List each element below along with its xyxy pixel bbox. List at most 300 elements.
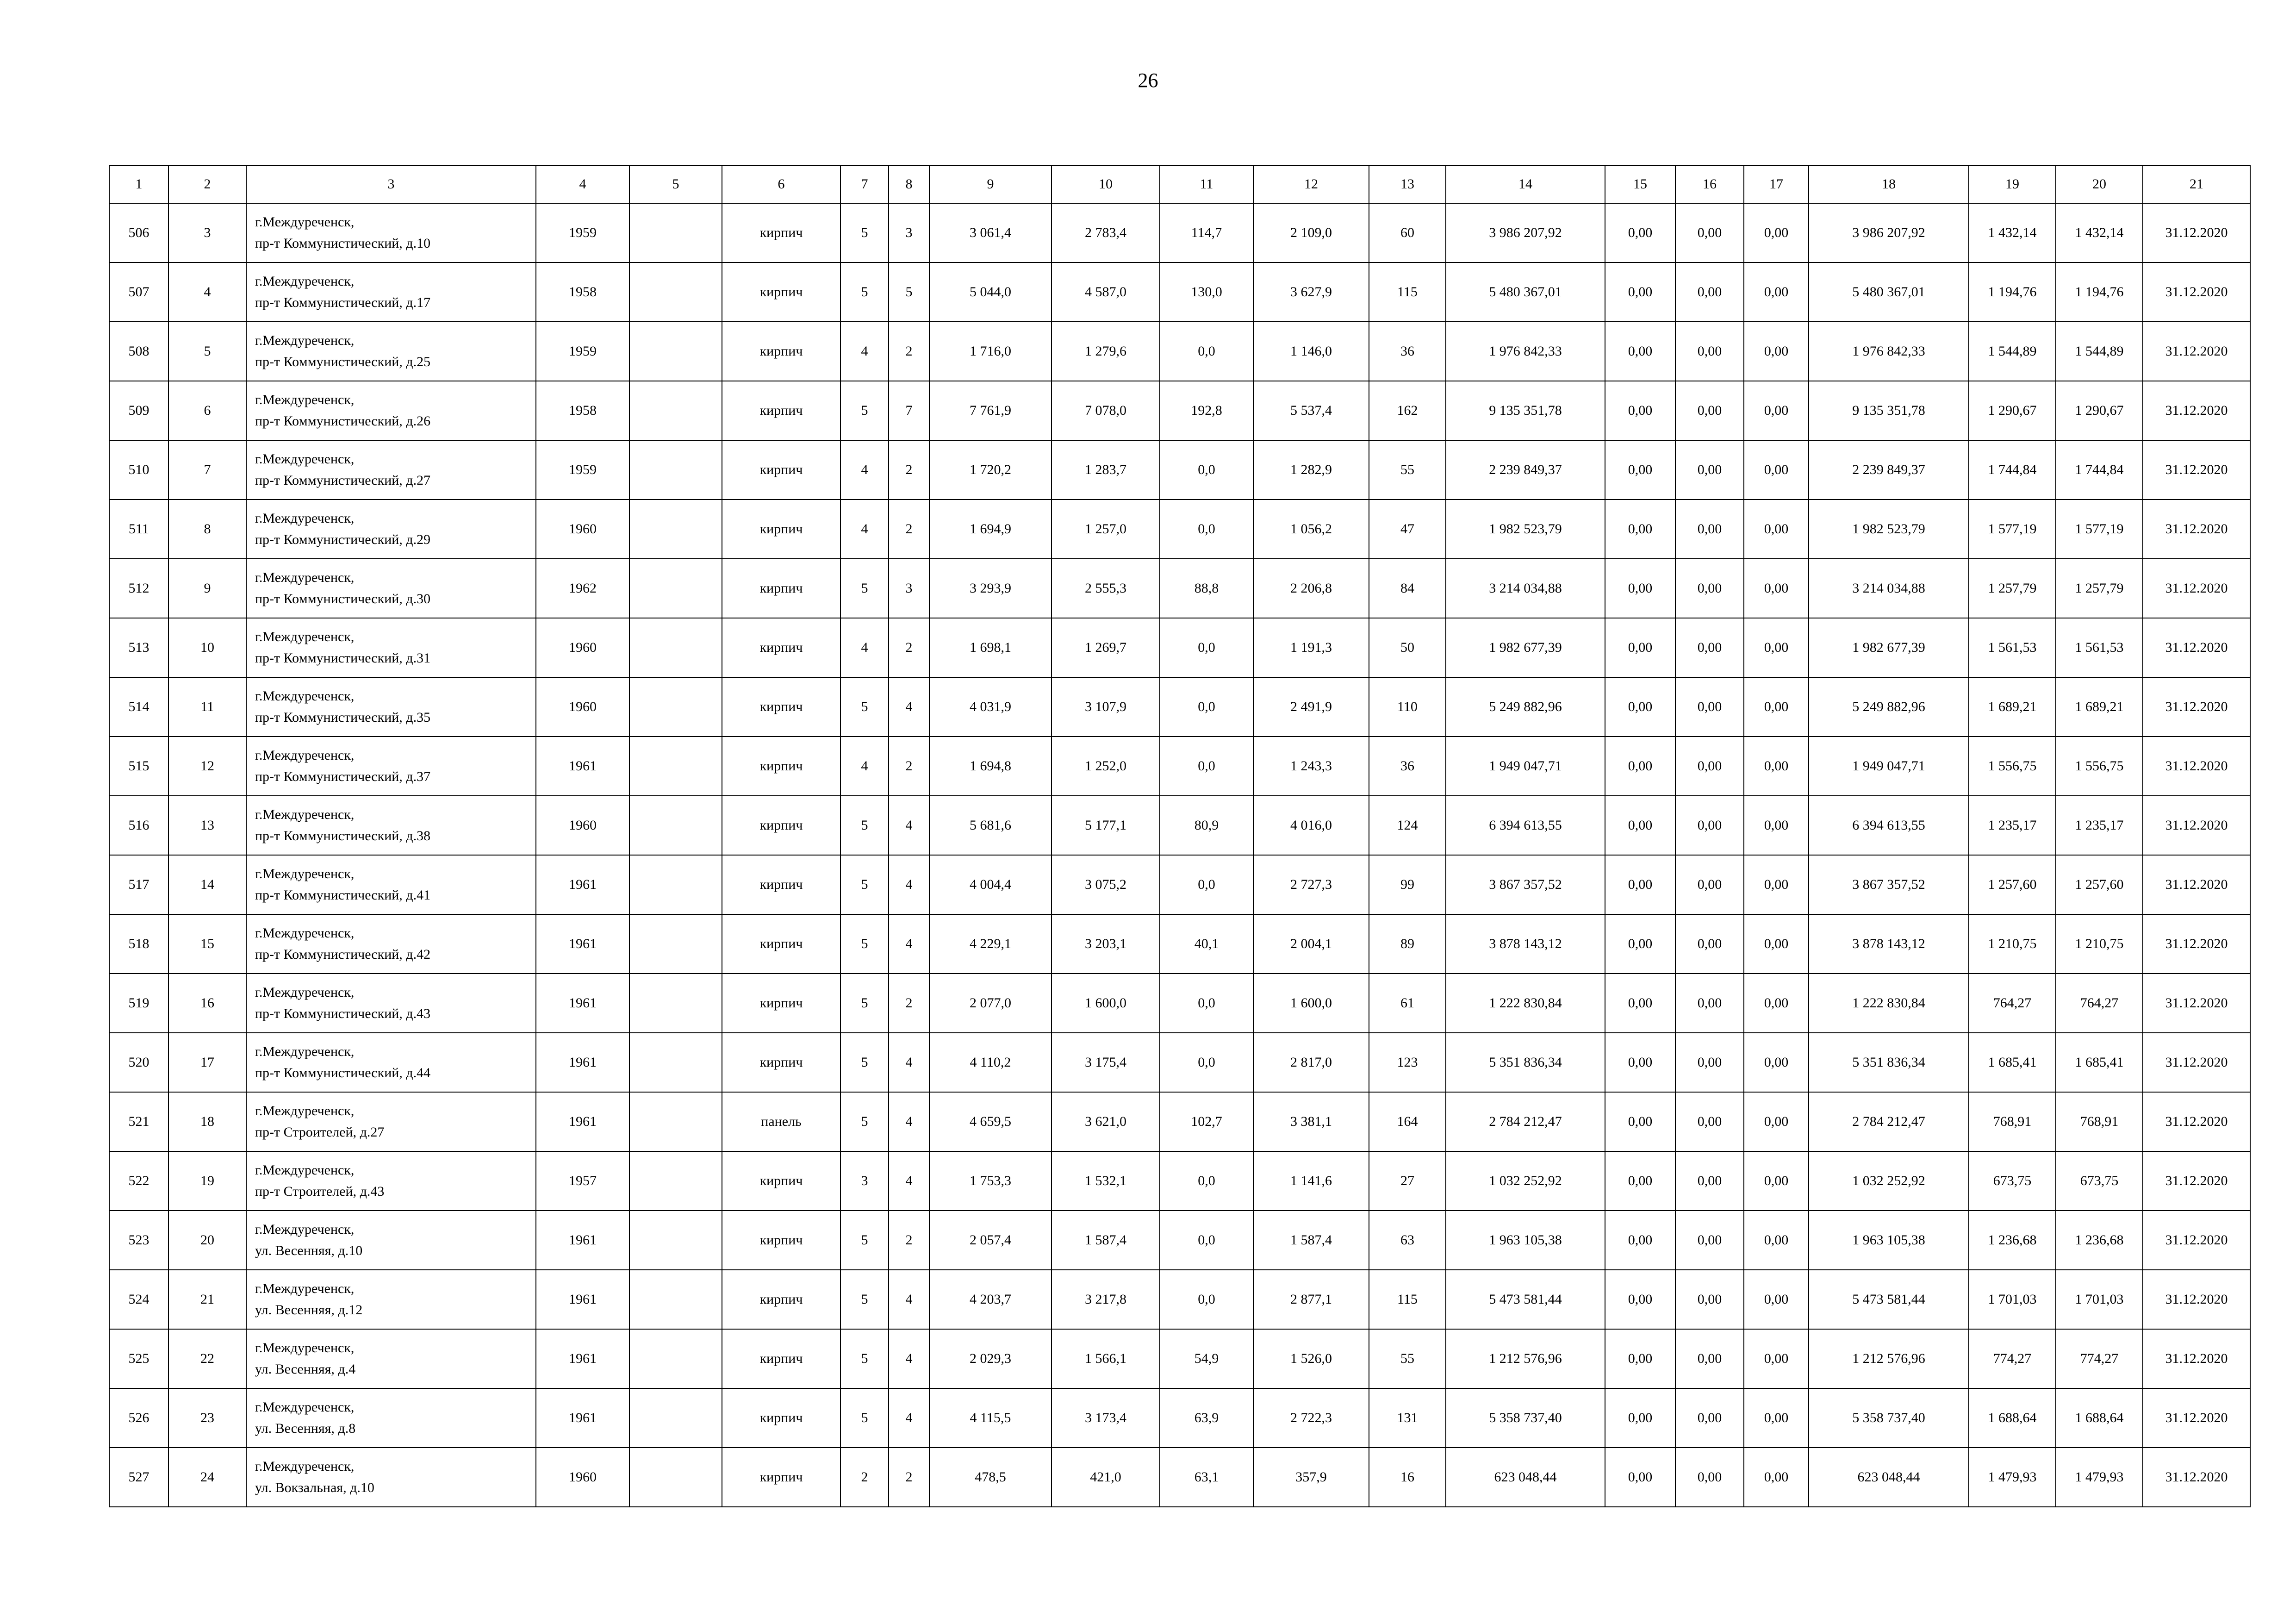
cell-col-1: 509 xyxy=(109,381,168,440)
cell-col-20: 1 685,41 xyxy=(2056,1033,2143,1092)
cell-col-15: 0,00 xyxy=(1605,855,1675,914)
cell-col-2: 17 xyxy=(168,1033,246,1092)
cell-col-12: 357,9 xyxy=(1253,1448,1369,1507)
cell-col-19: 1 290,67 xyxy=(1969,381,2056,440)
cell-col-1: 514 xyxy=(109,677,168,737)
column-header-21: 21 xyxy=(2143,165,2250,203)
cell-col-5 xyxy=(629,262,722,322)
cell-col-2: 6 xyxy=(168,381,246,440)
cell-address xyxy=(246,1388,536,1448)
cell-col-20: 1 257,79 xyxy=(2056,559,2143,618)
cell-col-7: 5 xyxy=(840,381,889,440)
cell-col-5 xyxy=(629,1211,722,1270)
cell-col-2: 23 xyxy=(168,1388,246,1448)
cell-col-14: 3 214 034,88 xyxy=(1446,559,1605,618)
cell-col-7: 5 xyxy=(840,796,889,855)
cell-col-19: 1 235,17 xyxy=(1969,796,2056,855)
cell-col-18: 9 135 351,78 xyxy=(1809,381,1969,440)
address-street: пр-т Коммунистический, д.43 xyxy=(255,1006,431,1021)
cell-col-7: 5 xyxy=(840,1092,889,1151)
cell-col-6: кирпич xyxy=(722,1329,840,1388)
cell-col-18: 2 784 212,47 xyxy=(1809,1092,1969,1151)
address-street: пр-т Коммунистический, д.30 xyxy=(255,591,431,606)
cell-col-18: 1 222 830,84 xyxy=(1809,974,1969,1033)
address-city: г.Междуреченск, xyxy=(255,1340,355,1355)
cell-col-8: 2 xyxy=(889,1211,929,1270)
cell-col-4: 1961 xyxy=(536,1211,629,1270)
cell-col-9: 2 029,3 xyxy=(929,1329,1052,1388)
cell-col-4: 1958 xyxy=(536,262,629,322)
cell-col-5 xyxy=(629,1092,722,1151)
cell-col-21: 31.12.2020 xyxy=(2143,914,2250,974)
cell-col-10: 3 621,0 xyxy=(1052,1092,1160,1151)
cell-col-18: 1 032 252,92 xyxy=(1809,1151,1969,1211)
column-header-11: 11 xyxy=(1160,165,1253,203)
cell-col-19: 1 685,41 xyxy=(1969,1033,2056,1092)
cell-col-17: 0,00 xyxy=(1744,796,1809,855)
cell-col-16: 0,00 xyxy=(1675,262,1744,322)
cell-col-7: 5 xyxy=(840,1388,889,1448)
cell-col-14: 2 239 849,37 xyxy=(1446,440,1605,500)
address-street: пр-т Коммунистический, д.35 xyxy=(255,710,431,725)
cell-col-8: 4 xyxy=(889,1092,929,1151)
cell-col-21: 31.12.2020 xyxy=(2143,1448,2250,1507)
cell-col-15: 0,00 xyxy=(1605,203,1675,262)
cell-col-19: 1 701,03 xyxy=(1969,1270,2056,1329)
cell-col-20: 1 689,21 xyxy=(2056,677,2143,737)
address-street: пр-т Коммунистический, д.27 xyxy=(255,473,431,488)
cell-col-5 xyxy=(629,1151,722,1211)
cell-col-12: 2 727,3 xyxy=(1253,855,1369,914)
cell-col-2: 14 xyxy=(168,855,246,914)
address-city: г.Междуреченск, xyxy=(255,1459,355,1474)
cell-address xyxy=(246,855,536,914)
cell-col-13: 61 xyxy=(1369,974,1446,1033)
cell-col-5 xyxy=(629,203,722,262)
column-header-3: 3 xyxy=(246,165,536,203)
cell-col-9: 4 004,4 xyxy=(929,855,1052,914)
cell-col-6: кирпич xyxy=(722,796,840,855)
column-header-12: 12 xyxy=(1253,165,1369,203)
table-row xyxy=(109,203,2250,262)
address-street: ул. Весенняя, д.8 xyxy=(255,1421,356,1436)
cell-col-1: 513 xyxy=(109,618,168,677)
address-street: ул. Вокзальная, д.10 xyxy=(255,1480,374,1495)
cell-col-21: 31.12.2020 xyxy=(2143,1329,2250,1388)
cell-col-9: 1 694,8 xyxy=(929,737,1052,796)
cell-address xyxy=(246,1448,536,1507)
table-row xyxy=(109,974,2250,1033)
cell-col-5 xyxy=(629,440,722,500)
cell-col-6: кирпич xyxy=(722,322,840,381)
cell-col-17: 0,00 xyxy=(1744,1211,1809,1270)
cell-col-15: 0,00 xyxy=(1605,1151,1675,1211)
cell-col-8: 4 xyxy=(889,796,929,855)
table-row xyxy=(109,677,2250,737)
cell-col-4: 1961 xyxy=(536,914,629,974)
cell-col-2: 11 xyxy=(168,677,246,737)
cell-col-7: 5 xyxy=(840,855,889,914)
cell-col-15: 0,00 xyxy=(1605,796,1675,855)
cell-col-10: 2 783,4 xyxy=(1052,203,1160,262)
cell-col-7: 5 xyxy=(840,1211,889,1270)
cell-address xyxy=(246,677,536,737)
cell-address xyxy=(246,1270,536,1329)
cell-col-5 xyxy=(629,1388,722,1448)
cell-col-21: 31.12.2020 xyxy=(2143,500,2250,559)
cell-col-19: 1 689,21 xyxy=(1969,677,2056,737)
cell-col-6: кирпич xyxy=(722,203,840,262)
cell-col-21: 31.12.2020 xyxy=(2143,737,2250,796)
cell-col-10: 3 217,8 xyxy=(1052,1270,1160,1329)
cell-col-13: 162 xyxy=(1369,381,1446,440)
cell-col-5 xyxy=(629,1270,722,1329)
cell-col-8: 4 xyxy=(889,1033,929,1092)
cell-col-15: 0,00 xyxy=(1605,914,1675,974)
cell-col-20: 1 479,93 xyxy=(2056,1448,2143,1507)
cell-col-8: 3 xyxy=(889,559,929,618)
cell-col-16: 0,00 xyxy=(1675,1092,1744,1151)
cell-col-10: 3 203,1 xyxy=(1052,914,1160,974)
cell-col-6: кирпич xyxy=(722,974,840,1033)
cell-address xyxy=(246,322,536,381)
cell-col-16: 0,00 xyxy=(1675,559,1744,618)
cell-col-4: 1961 xyxy=(536,1033,629,1092)
cell-col-11: 0,0 xyxy=(1160,1033,1253,1092)
cell-col-7: 4 xyxy=(840,322,889,381)
cell-col-14: 5 351 836,34 xyxy=(1446,1033,1605,1092)
cell-col-2: 13 xyxy=(168,796,246,855)
cell-col-1: 520 xyxy=(109,1033,168,1092)
cell-col-7: 4 xyxy=(840,737,889,796)
cell-col-6: кирпич xyxy=(722,677,840,737)
cell-col-16: 0,00 xyxy=(1675,1033,1744,1092)
cell-col-11: 0,0 xyxy=(1160,322,1253,381)
cell-col-15: 0,00 xyxy=(1605,440,1675,500)
cell-col-2: 24 xyxy=(168,1448,246,1507)
table-row xyxy=(109,440,2250,500)
cell-col-16: 0,00 xyxy=(1675,737,1744,796)
cell-col-14: 1 222 830,84 xyxy=(1446,974,1605,1033)
cell-col-10: 3 173,4 xyxy=(1052,1388,1160,1448)
cell-col-1: 522 xyxy=(109,1151,168,1211)
address-city: г.Междуреченск, xyxy=(255,688,355,704)
cell-col-8: 2 xyxy=(889,737,929,796)
cell-col-10: 2 555,3 xyxy=(1052,559,1160,618)
address-city: г.Междуреченск, xyxy=(255,570,355,585)
cell-col-18: 5 351 836,34 xyxy=(1809,1033,1969,1092)
table-row xyxy=(109,1033,2250,1092)
cell-col-14: 3 878 143,12 xyxy=(1446,914,1605,974)
cell-col-6: кирпич xyxy=(722,737,840,796)
table-row xyxy=(109,618,2250,677)
cell-col-14: 1 963 105,38 xyxy=(1446,1211,1605,1270)
cell-col-1: 526 xyxy=(109,1388,168,1448)
cell-col-11: 0,0 xyxy=(1160,855,1253,914)
column-header-2: 2 xyxy=(168,165,246,203)
cell-col-1: 506 xyxy=(109,203,168,262)
address-city: г.Междуреченск, xyxy=(255,807,355,822)
address-city: г.Междуреченск, xyxy=(255,1044,355,1059)
address-street: пр-т Коммунистический, д.44 xyxy=(255,1065,431,1081)
column-header-14: 14 xyxy=(1446,165,1605,203)
cell-col-6: кирпич xyxy=(722,1211,840,1270)
cell-col-1: 527 xyxy=(109,1448,168,1507)
cell-col-15: 0,00 xyxy=(1605,737,1675,796)
cell-col-17: 0,00 xyxy=(1744,1151,1809,1211)
cell-col-17: 0,00 xyxy=(1744,1033,1809,1092)
cell-col-14: 5 473 581,44 xyxy=(1446,1270,1605,1329)
cell-col-13: 60 xyxy=(1369,203,1446,262)
cell-col-4: 1962 xyxy=(536,559,629,618)
cell-col-7: 2 xyxy=(840,1448,889,1507)
cell-col-8: 5 xyxy=(889,262,929,322)
address-city: г.Междуреченск, xyxy=(255,1281,355,1296)
cell-col-14: 1 949 047,71 xyxy=(1446,737,1605,796)
cell-col-10: 1 600,0 xyxy=(1052,974,1160,1033)
address-street: пр-т Коммунистический, д.26 xyxy=(255,413,431,429)
cell-col-12: 1 141,6 xyxy=(1253,1151,1369,1211)
cell-col-11: 54,9 xyxy=(1160,1329,1253,1388)
cell-col-19: 768,91 xyxy=(1969,1092,2056,1151)
column-header-7: 7 xyxy=(840,165,889,203)
cell-col-9: 1 698,1 xyxy=(929,618,1052,677)
address-city: г.Междуреченск, xyxy=(255,511,355,526)
cell-col-21: 31.12.2020 xyxy=(2143,618,2250,677)
cell-col-20: 1 235,17 xyxy=(2056,796,2143,855)
cell-col-19: 764,27 xyxy=(1969,974,2056,1033)
cell-col-21: 31.12.2020 xyxy=(2143,262,2250,322)
address-city: г.Междуреченск, xyxy=(255,925,355,941)
cell-col-4: 1961 xyxy=(536,1092,629,1151)
cell-col-17: 0,00 xyxy=(1744,381,1809,440)
cell-col-12: 4 016,0 xyxy=(1253,796,1369,855)
cell-col-6: кирпич xyxy=(722,1448,840,1507)
cell-col-18: 623 048,44 xyxy=(1809,1448,1969,1507)
cell-col-13: 124 xyxy=(1369,796,1446,855)
cell-col-2: 12 xyxy=(168,737,246,796)
cell-col-1: 516 xyxy=(109,796,168,855)
cell-col-9: 4 115,5 xyxy=(929,1388,1052,1448)
cell-col-9: 7 761,9 xyxy=(929,381,1052,440)
cell-col-6: кирпич xyxy=(722,618,840,677)
address-street: пр-т Коммунистический, д.31 xyxy=(255,650,431,666)
cell-col-2: 15 xyxy=(168,914,246,974)
cell-col-21: 31.12.2020 xyxy=(2143,677,2250,737)
cell-col-21: 31.12.2020 xyxy=(2143,855,2250,914)
cell-col-4: 1957 xyxy=(536,1151,629,1211)
cell-col-21: 31.12.2020 xyxy=(2143,203,2250,262)
cell-col-8: 4 xyxy=(889,1270,929,1329)
cell-col-7: 5 xyxy=(840,203,889,262)
cell-col-9: 5 044,0 xyxy=(929,262,1052,322)
address-street: пр-т Коммунистический, д.37 xyxy=(255,769,431,784)
cell-col-12: 1 146,0 xyxy=(1253,322,1369,381)
cell-col-5 xyxy=(629,974,722,1033)
cell-col-14: 5 358 737,40 xyxy=(1446,1388,1605,1448)
cell-col-20: 673,75 xyxy=(2056,1151,2143,1211)
cell-col-4: 1960 xyxy=(536,677,629,737)
cell-col-18: 1 982 677,39 xyxy=(1809,618,1969,677)
cell-col-17: 0,00 xyxy=(1744,914,1809,974)
address-street: пр-т Строителей, д.43 xyxy=(255,1184,385,1199)
cell-col-10: 5 177,1 xyxy=(1052,796,1160,855)
cell-col-2: 4 xyxy=(168,262,246,322)
cell-col-12: 1 282,9 xyxy=(1253,440,1369,500)
cell-col-17: 0,00 xyxy=(1744,677,1809,737)
cell-col-13: 36 xyxy=(1369,737,1446,796)
cell-col-11: 0,0 xyxy=(1160,677,1253,737)
cell-col-1: 511 xyxy=(109,500,168,559)
cell-address xyxy=(246,1329,536,1388)
cell-col-13: 27 xyxy=(1369,1151,1446,1211)
cell-address xyxy=(246,737,536,796)
page-number: 26 xyxy=(1138,69,1158,92)
cell-col-7: 5 xyxy=(840,262,889,322)
cell-col-5 xyxy=(629,618,722,677)
cell-col-5 xyxy=(629,914,722,974)
cell-col-8: 4 xyxy=(889,1151,929,1211)
column-header-10: 10 xyxy=(1052,165,1160,203)
cell-col-5 xyxy=(629,1448,722,1507)
cell-col-8: 4 xyxy=(889,855,929,914)
cell-col-13: 55 xyxy=(1369,1329,1446,1388)
cell-col-17: 0,00 xyxy=(1744,1448,1809,1507)
cell-col-13: 84 xyxy=(1369,559,1446,618)
address-city: г.Междуреченск, xyxy=(255,274,355,289)
cell-col-16: 0,00 xyxy=(1675,974,1744,1033)
cell-col-7: 5 xyxy=(840,1033,889,1092)
cell-col-11: 63,9 xyxy=(1160,1388,1253,1448)
cell-col-19: 1 257,60 xyxy=(1969,855,2056,914)
cell-col-12: 2 491,9 xyxy=(1253,677,1369,737)
cell-col-11: 0,0 xyxy=(1160,1151,1253,1211)
cell-col-10: 4 587,0 xyxy=(1052,262,1160,322)
cell-col-4: 1959 xyxy=(536,203,629,262)
cell-col-13: 63 xyxy=(1369,1211,1446,1270)
cell-col-18: 1 949 047,71 xyxy=(1809,737,1969,796)
cell-col-14: 1 032 252,92 xyxy=(1446,1151,1605,1211)
cell-col-16: 0,00 xyxy=(1675,1388,1744,1448)
cell-col-13: 47 xyxy=(1369,500,1446,559)
cell-col-16: 0,00 xyxy=(1675,914,1744,974)
cell-col-15: 0,00 xyxy=(1605,1033,1675,1092)
column-header-13: 13 xyxy=(1369,165,1446,203)
address-city: г.Междуреченск, xyxy=(255,1399,355,1415)
cell-col-8: 2 xyxy=(889,440,929,500)
cell-col-15: 0,00 xyxy=(1605,1448,1675,1507)
cell-col-15: 0,00 xyxy=(1605,1388,1675,1448)
cell-col-9: 4 659,5 xyxy=(929,1092,1052,1151)
address-city: г.Междуреченск, xyxy=(255,1103,355,1118)
cell-col-11: 0,0 xyxy=(1160,974,1253,1033)
cell-col-6: кирпич xyxy=(722,914,840,974)
cell-col-16: 0,00 xyxy=(1675,796,1744,855)
cell-col-5 xyxy=(629,559,722,618)
cell-col-17: 0,00 xyxy=(1744,1388,1809,1448)
cell-col-19: 1 479,93 xyxy=(1969,1448,2056,1507)
cell-col-6: кирпич xyxy=(722,381,840,440)
cell-col-13: 89 xyxy=(1369,914,1446,974)
cell-col-19: 1 210,75 xyxy=(1969,914,2056,974)
cell-col-8: 4 xyxy=(889,677,929,737)
cell-col-10: 3 075,2 xyxy=(1052,855,1160,914)
table-row xyxy=(109,1270,2250,1329)
cell-col-4: 1960 xyxy=(536,1448,629,1507)
cell-col-5 xyxy=(629,500,722,559)
address-city: г.Междуреченск, xyxy=(255,985,355,1000)
cell-col-16: 0,00 xyxy=(1675,1151,1744,1211)
cell-col-9: 4 110,2 xyxy=(929,1033,1052,1092)
cell-col-2: 9 xyxy=(168,559,246,618)
cell-col-10: 1 252,0 xyxy=(1052,737,1160,796)
cell-col-2: 18 xyxy=(168,1092,246,1151)
cell-col-10: 1 532,1 xyxy=(1052,1151,1160,1211)
cell-col-16: 0,00 xyxy=(1675,440,1744,500)
address-street: ул. Весенняя, д.12 xyxy=(255,1302,363,1318)
cell-col-20: 768,91 xyxy=(2056,1092,2143,1151)
address-city: г.Междуреченск, xyxy=(255,214,355,230)
cell-col-6: панель xyxy=(722,1092,840,1151)
cell-col-10: 3 175,4 xyxy=(1052,1033,1160,1092)
cell-col-13: 55 xyxy=(1369,440,1446,500)
cell-col-19: 1 432,14 xyxy=(1969,203,2056,262)
cell-col-5 xyxy=(629,322,722,381)
cell-col-20: 764,27 xyxy=(2056,974,2143,1033)
cell-col-11: 192,8 xyxy=(1160,381,1253,440)
cell-col-11: 40,1 xyxy=(1160,914,1253,974)
cell-col-18: 5 249 882,96 xyxy=(1809,677,1969,737)
cell-col-16: 0,00 xyxy=(1675,618,1744,677)
cell-col-17: 0,00 xyxy=(1744,559,1809,618)
cell-col-21: 31.12.2020 xyxy=(2143,1211,2250,1270)
cell-col-15: 0,00 xyxy=(1605,1270,1675,1329)
cell-col-16: 0,00 xyxy=(1675,1329,1744,1388)
cell-col-18: 1 982 523,79 xyxy=(1809,500,1969,559)
cell-col-20: 1 236,68 xyxy=(2056,1211,2143,1270)
cell-col-10: 1 587,4 xyxy=(1052,1211,1160,1270)
cell-col-1: 525 xyxy=(109,1329,168,1388)
cell-col-9: 2 057,4 xyxy=(929,1211,1052,1270)
cell-col-18: 5 358 737,40 xyxy=(1809,1388,1969,1448)
cell-col-2: 7 xyxy=(168,440,246,500)
cell-col-18: 3 986 207,92 xyxy=(1809,203,1969,262)
cell-col-2: 21 xyxy=(168,1270,246,1329)
cell-col-13: 123 xyxy=(1369,1033,1446,1092)
address-street: пр-т Коммунистический, д.17 xyxy=(255,295,431,310)
cell-col-14: 5 480 367,01 xyxy=(1446,262,1605,322)
cell-col-21: 31.12.2020 xyxy=(2143,440,2250,500)
cell-col-18: 1 976 842,33 xyxy=(1809,322,1969,381)
cell-col-16: 0,00 xyxy=(1675,1211,1744,1270)
cell-col-1: 510 xyxy=(109,440,168,500)
cell-col-19: 1 561,53 xyxy=(1969,618,2056,677)
table-row xyxy=(109,1092,2250,1151)
cell-col-6: кирпич xyxy=(722,1033,840,1092)
cell-col-17: 0,00 xyxy=(1744,1092,1809,1151)
cell-address xyxy=(246,381,536,440)
cell-col-7: 5 xyxy=(840,1329,889,1388)
cell-col-10: 421,0 xyxy=(1052,1448,1160,1507)
cell-col-15: 0,00 xyxy=(1605,559,1675,618)
column-header-6: 6 xyxy=(722,165,840,203)
cell-col-1: 518 xyxy=(109,914,168,974)
cell-address xyxy=(246,914,536,974)
cell-col-8: 2 xyxy=(889,500,929,559)
cell-col-13: 110 xyxy=(1369,677,1446,737)
cell-col-14: 2 784 212,47 xyxy=(1446,1092,1605,1151)
cell-col-20: 1 701,03 xyxy=(2056,1270,2143,1329)
